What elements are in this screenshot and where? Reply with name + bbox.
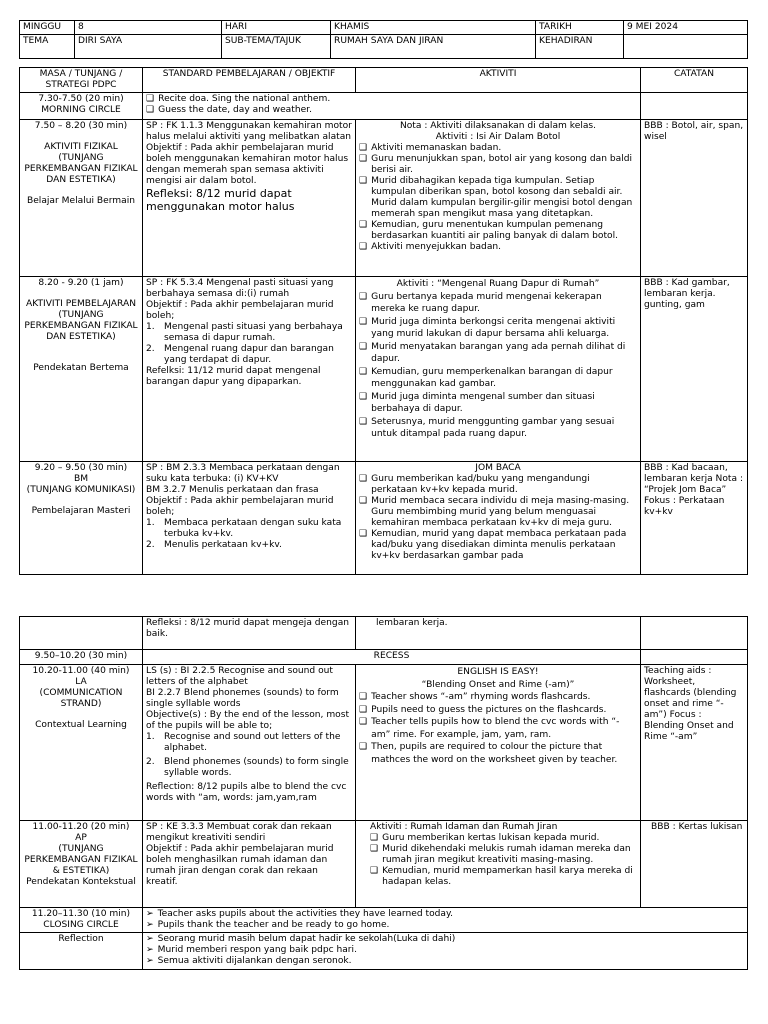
arrow-bullet-icon: ➢: [146, 920, 154, 930]
header-table: [19, 20, 748, 59]
arrow-bullet-icon: ➢: [146, 956, 154, 966]
nota-text: Nota : Aktiviti dilaksanakan di dalam kelas.: [399, 121, 597, 131]
list-item: 2. Menulis perkataan kv+kv.: [146, 540, 352, 551]
standard-cell: Refleksi : 8/12 murid dapat mengeja dengan baik.: [143, 617, 356, 650]
masa-cell: [20, 277, 143, 462]
aktiviti-cell: lembaran kerja.: [356, 617, 641, 650]
masa-label: AP: [75, 833, 87, 843]
checkbox-icon: ❑: [359, 496, 368, 506]
checkbox-icon: ❑: [359, 143, 368, 153]
activity-cell: [143, 93, 641, 120]
list-item: [146, 105, 637, 116]
sp-text: SP : FK 1.1.3 Menggunakan kemahiran motor halus melalui aktiviti yang melibatkan alatan: [146, 121, 352, 142]
item-text: Blend phonemes (sounds) to form single syllable words.: [164, 757, 349, 778]
refleksi-text: Refelksi: 11/12 murid dapat mengenal barangan dapur yang dipaparkan.: [146, 366, 321, 387]
sp-text: SP : KE 3.3.3 Membuat corak dan rekaan mengikut kreativiti sendiri: [146, 822, 332, 843]
list-item: [359, 474, 637, 496]
aktiviti-cell: [356, 462, 641, 575]
item-text: Kemudian, murid yang dapat membaca perkataan pada kad/buku yang disediakan diminta menulis perkataan kv+kv berdasarkan gambar pada: [371, 529, 627, 561]
list-item: 1. Membaca perkataan dengan suku kata terbuka kv+kv.: [146, 518, 352, 540]
list-item: [359, 496, 637, 529]
sp-text-2: BM 3.2.7 Menulis perkataan dan frasa: [146, 485, 319, 495]
catatan-cell: [641, 93, 748, 120]
masa-cell: Reflection: [20, 933, 143, 970]
checkbox-icon: ❑: [359, 416, 368, 427]
checkbox-icon: ❑: [359, 316, 368, 327]
list-item: [359, 416, 637, 441]
reflection-text: Reflection: 8/12 pupils albe to blend the cvc words with “am, words: jam,yam,ram: [146, 782, 347, 803]
masa-cell: [20, 665, 143, 821]
kehadiran-label: KEHADIRAN: [536, 35, 624, 59]
masa-cell: [20, 93, 143, 120]
list-item: [146, 920, 744, 931]
item-text: Aktiviti menyejukkan badan.: [371, 242, 502, 252]
masa-label: MORNING CIRCLE: [41, 105, 121, 115]
item-text: Guru memberikan kertas lukisan kepada murid.: [382, 833, 600, 843]
list-item: [359, 176, 637, 220]
item-text: Teacher shows “-am” rhyming words flashcards.: [371, 692, 591, 702]
tema-value: DIRI SAYA: [75, 35, 222, 59]
objektif-text: Objektif : Pada akhir pembelajaran murid boleh;: [146, 496, 334, 517]
masa-cell: [20, 462, 143, 575]
list-item: [146, 94, 637, 105]
list-item: 2. Blend phonemes (sounds) to form single syllable words.: [146, 757, 352, 779]
item-text: Murid juga diminta berkongsi cerita mengenai aktiviti yang murid lakukan di dapur bersama ahli keluarga.: [371, 316, 616, 339]
masa-label: CLOSING CIRCLE: [43, 920, 119, 930]
list-item: [359, 704, 637, 717]
masa-strategy: Pembelajaran Masteri: [31, 506, 131, 516]
list-item: 2. Mengenal ruang dapur dan barangan yang terdapat di dapur.: [146, 344, 352, 366]
checkbox-icon: ❑: [359, 242, 368, 252]
catatan-cell: [641, 617, 748, 650]
list-item: [359, 691, 637, 704]
catatan-cell: BBB : Kertas lukisan: [641, 821, 748, 908]
catatan-cell: BBB : Kad bacaan, lembaran kerja Nota : “Projek Jom Baca” Fokus : Perkataan kv+kv: [641, 462, 748, 575]
standard-cell: [143, 665, 356, 821]
item-text: Teacher tells pupils how to blend the cvc words with “-am” rime. For example, jam, yam, ram.: [371, 717, 620, 740]
item-text: Murid menyatakan barangan yang ada pernah dilihat di dapur.: [371, 341, 626, 364]
arrow-bullet-icon: ➢: [146, 934, 154, 944]
standard-cell: [143, 277, 356, 462]
subtema-value: RUMAH SAYA DAN JIRAN: [331, 35, 536, 59]
col-header-standard: STANDARD PEMBELAJARAN / OBJEKTIF: [143, 68, 356, 93]
tema-label: TEMA: [20, 35, 75, 59]
masa-time: 8.20 - 9.20 (1 jam): [38, 278, 124, 288]
item-text: Guru bertanya kepada murid mengenai kekerapan mereka ke ruang dapur.: [371, 291, 602, 314]
masa-strategy: Contextual Learning: [35, 720, 127, 730]
masa-time: 7.30-7.50 (20 min): [38, 94, 124, 104]
list-item: [146, 956, 744, 967]
masa-time: 9.20 – 9.50 (30 min): [34, 463, 128, 473]
aktiviti-subtitle: “Blending Onset and Rime (-am)”: [421, 679, 575, 690]
col-header-aktiviti: AKTIVITI: [356, 68, 641, 93]
item-text: Murid juga diminta mengenal sumber dan situasi berbahaya di dapur.: [371, 391, 595, 414]
aktiviti-title: JOM BACA: [475, 463, 521, 473]
catatan-cell: [641, 650, 748, 665]
checkbox-icon: ❑: [370, 844, 379, 854]
item-text: Kemudian, murid mempamerkan hasil karya mereka di hadapan kelas.: [382, 866, 633, 887]
masa-strategy: Pendekatan Kontekstual: [26, 877, 136, 887]
objektif-text: Objektif : Pada akhir pembelajaran murid boleh;: [146, 300, 334, 321]
closing-cell: [143, 908, 748, 933]
masa-time: 10.20-11.00 (40 min): [32, 666, 130, 676]
masa-strategy: Belajar Melalui Bermain: [26, 196, 136, 206]
col-header-masa: MASA / TUNJANG / STRATEGI PDPC: [20, 68, 143, 93]
checkbox-icon: ❑: [370, 866, 379, 876]
item-text: Kemudian, guru memperkenalkan barangan di dapur menggunakan kad gambar.: [371, 366, 613, 389]
item-text: Then, pupils are required to colour the picture that mathces the word on the worksheet given by teacher.: [371, 742, 618, 765]
masa-tunjang: (TUNJANG PERKEMBANGAN FIZIKAL & ESTETIKA): [24, 844, 138, 876]
item-text: Recite doa. Sing the national anthem.: [158, 94, 331, 104]
aktiviti-cell: [356, 120, 641, 277]
aktiviti-title: Aktiviti : Isi Air Dalam Botol: [435, 132, 561, 142]
standard-cell: [143, 821, 356, 908]
checkbox-icon: ❑: [359, 154, 368, 164]
item-text: Murid dibahagikan kepada tiga kumpulan. Setiap kumpulan diberikan span, botol kosong dan sebaldi air. Murid dalam kumpulan bergilir-gilir mengisi botol dengan memerah span mengikut masa yang ditetapkan.: [371, 176, 633, 219]
item-text: Pupils need to guess the pictures on the flashcards.: [371, 704, 607, 715]
masa-strategy: Pendekatan Bertema: [33, 363, 129, 373]
item-text: Guru memberikan kad/buku yang mengandungi perkataan kv+kv kepada murid.: [371, 474, 590, 495]
masa-tunjang: (COMMUNICATION STRAND): [39, 688, 123, 709]
list-item: [146, 945, 744, 956]
checkbox-icon: ❑: [359, 529, 368, 539]
masa-label: AKTIVITI FIZIKAL (TUNJANG PERKEMBANGAN FIZIKAL DAN ESTETIKA): [24, 142, 138, 185]
objective-text: Objective(s) : By the end of the lesson, most of the pupils will be able to;: [146, 710, 350, 731]
hari-value: KHAMIS: [331, 21, 536, 35]
list-item: [359, 741, 637, 766]
item-text: Kemudian, guru menentukan kumpulan pemenang berdasarkan kuantiti air paling banyak di dalam botol.: [371, 220, 619, 241]
masa-cell: 9.50–10.20 (30 min): [20, 650, 143, 665]
recess-cell: RECESS: [143, 650, 641, 665]
minggu-label: MINGGU: [20, 21, 75, 35]
arrow-bullet-icon: ➢: [146, 945, 154, 955]
list-item: [359, 341, 637, 366]
checkbox-icon: ❑: [359, 341, 368, 352]
checkbox-icon: ❑: [370, 833, 379, 843]
list-item: [146, 909, 744, 920]
sp-text: SP : BM 2.3.3 Membaca perkataan dengan suku kata terbuka: (i) KV+KV: [146, 463, 340, 484]
checkbox-icon: ❑: [359, 474, 368, 484]
ls-text: LS (s) : BI 2.2.5 Recognise and sound out letters of the alphabet: [146, 666, 333, 687]
checkbox-icon: ❑: [146, 94, 155, 104]
refleksi-text: Refleksi: 8/12 murid dapat menggunakan motor halus: [146, 187, 295, 213]
list-item: [359, 391, 637, 416]
lesson-plan-table-page2: [19, 616, 748, 970]
list-item: [359, 316, 637, 341]
catatan-cell: BBB : Botol, air, span, wisel: [641, 120, 748, 277]
reflection-cell: [143, 933, 748, 970]
item-text: Semua aktiviti dijalankan dengan seronok.: [157, 956, 352, 966]
masa-cell: [20, 120, 143, 277]
item-text: Guess the date, day and weather.: [158, 105, 312, 115]
minggu-value: 8: [75, 21, 222, 35]
list-item: [146, 934, 744, 945]
ls-text-2: BI 2.2.7 Blend phonemes (sounds) to form single syllable words: [146, 688, 339, 709]
item-text: Guru menunjukkan span, botol air yang kosong dan baldi berisi air.: [371, 154, 633, 175]
catatan-cell: Teaching aids : Worksheet, flashcards (blending onset and rime “-am”) Focus : Blending Onset and Rime “-am”: [641, 665, 748, 821]
lesson-plan-table-page1: [19, 67, 748, 575]
subtema-label: SUB-TEMA/TAJUK: [222, 35, 331, 59]
masa-tunjang: (TUNJANG KOMUNIKASI): [26, 485, 136, 495]
checkbox-icon: ❑: [359, 692, 368, 702]
aktiviti-title: Aktiviti : Rumah Idaman dan Rumah Jiran: [370, 822, 558, 832]
list-item: [359, 366, 637, 391]
masa-time: 11.00-11.20 (20 min): [32, 822, 130, 832]
tarikh-label: TARIKH: [536, 21, 624, 35]
checkbox-icon: ❑: [146, 105, 155, 115]
checkbox-icon: ❑: [359, 717, 368, 727]
item-text: Membaca perkataan dengan suku kata terbuka kv+kv.: [164, 518, 342, 539]
list-item: [359, 529, 637, 562]
aktiviti-title: Aktiviti : “Mengenal Ruang Dapur di Rumah”: [396, 279, 600, 289]
objektif-text: Objektif : Pada akhir pembelajaran murid boleh menggunakan kemahiran motor halus dengan memerah span semasa aktiviti mengisi air dalam botol.: [146, 143, 349, 186]
checkbox-icon: ❑: [359, 391, 368, 402]
list-item: [359, 154, 637, 176]
item-text: Menulis perkataan kv+kv.: [164, 540, 282, 550]
list-item: 1. Mengenal pasti situasi yang berbahaya semasa di dapur rumah.: [146, 322, 352, 344]
aktiviti-cell: [356, 665, 641, 821]
standard-cell: [143, 462, 356, 575]
list-item: [359, 220, 637, 242]
item-text: Murid dikehendaki melukis rumah idaman mereka dan rumah jiran megikut kreativiti masing-masing.: [382, 844, 631, 865]
list-item: [359, 242, 637, 253]
masa-label: LA: [75, 677, 87, 687]
checkbox-icon: ❑: [359, 742, 368, 752]
list-item: [370, 833, 637, 844]
page-break: [0, 575, 768, 615]
list-item: [359, 716, 637, 741]
sp-text: SP : FK 5.3.4 Mengenal pasti situasi yang berbahaya semasa di:(i) rumah: [146, 278, 334, 299]
kehadiran-value: [624, 35, 748, 59]
tarikh-value: 9 MEI 2024: [624, 21, 748, 35]
checkbox-icon: ❑: [359, 704, 368, 715]
item-text: Murid membaca secara individu di meja masing-masing. Guru membimbing murid yang belum menguasai kemahiran membaca perkataan kv+kv di meja guru.: [371, 496, 630, 528]
list-item: [359, 143, 637, 154]
item-text: Recognise and sound out letters of the alphabet.: [164, 732, 341, 753]
aktiviti-title: ENGLISH IS EASY!: [457, 667, 539, 677]
checkbox-icon: ❑: [359, 220, 368, 230]
list-item: [359, 291, 637, 316]
item-text: Seterusnya, murid menggunting gambar yang sesuai untuk ditampal pada ruang dapur.: [371, 416, 615, 439]
list-item: [370, 844, 637, 866]
catatan-cell: BBB : Kad gambar, lembaran kerja. gunting, gam: [641, 277, 748, 462]
masa-cell: [20, 617, 143, 650]
item-text: Mengenal ruang dapur dan barangan yang terdapat di dapur.: [164, 344, 334, 365]
hari-label: HARI: [222, 21, 331, 35]
item-text: Mengenal pasti situasi yang berbahaya semasa di dapur rumah.: [164, 322, 343, 343]
aktiviti-cell: [356, 821, 641, 908]
masa-cell: [20, 908, 143, 933]
list-item: [370, 866, 637, 888]
item-text: Pupils thank the teacher and be ready to go home.: [157, 920, 390, 930]
item-text: Teacher asks pupils about the activities they have learned today.: [157, 909, 453, 919]
masa-label: AKTIVITI PEMBELAJARAN (TUNJANG PERKEMBANGAN FIZIKAL DAN ESTETIKA): [24, 299, 138, 342]
item-text: Murid memberi respon yang baik pdpc hari.: [157, 945, 357, 955]
item-text: Seorang murid masih belum dapat hadir ke sekolah(Luka di dahi): [157, 934, 456, 944]
checkbox-icon: ❑: [359, 291, 368, 302]
arrow-bullet-icon: ➢: [146, 909, 154, 919]
list-item: 1. Recognise and sound out letters of the alphabet.: [146, 732, 352, 754]
checkbox-icon: ❑: [359, 176, 368, 186]
aktiviti-cell: [356, 277, 641, 462]
masa-cell: [20, 821, 143, 908]
objektif-text: Objektif : Pada akhir pembelajaran murid boleh menghasilkan rumah idaman dan rumah jiran dengan corak dan rekaan kreatif.: [146, 844, 334, 887]
item-text: Aktiviti memanaskan badan.: [371, 143, 502, 153]
standard-cell: [143, 120, 356, 277]
checkbox-icon: ❑: [359, 366, 368, 377]
masa-time: 7.50 – 8.20 (30 min): [34, 121, 128, 131]
masa-label: BM: [73, 474, 89, 484]
col-header-catatan: CATATAN: [641, 68, 748, 93]
masa-time: 11.20–11.30 (10 min): [31, 909, 131, 919]
